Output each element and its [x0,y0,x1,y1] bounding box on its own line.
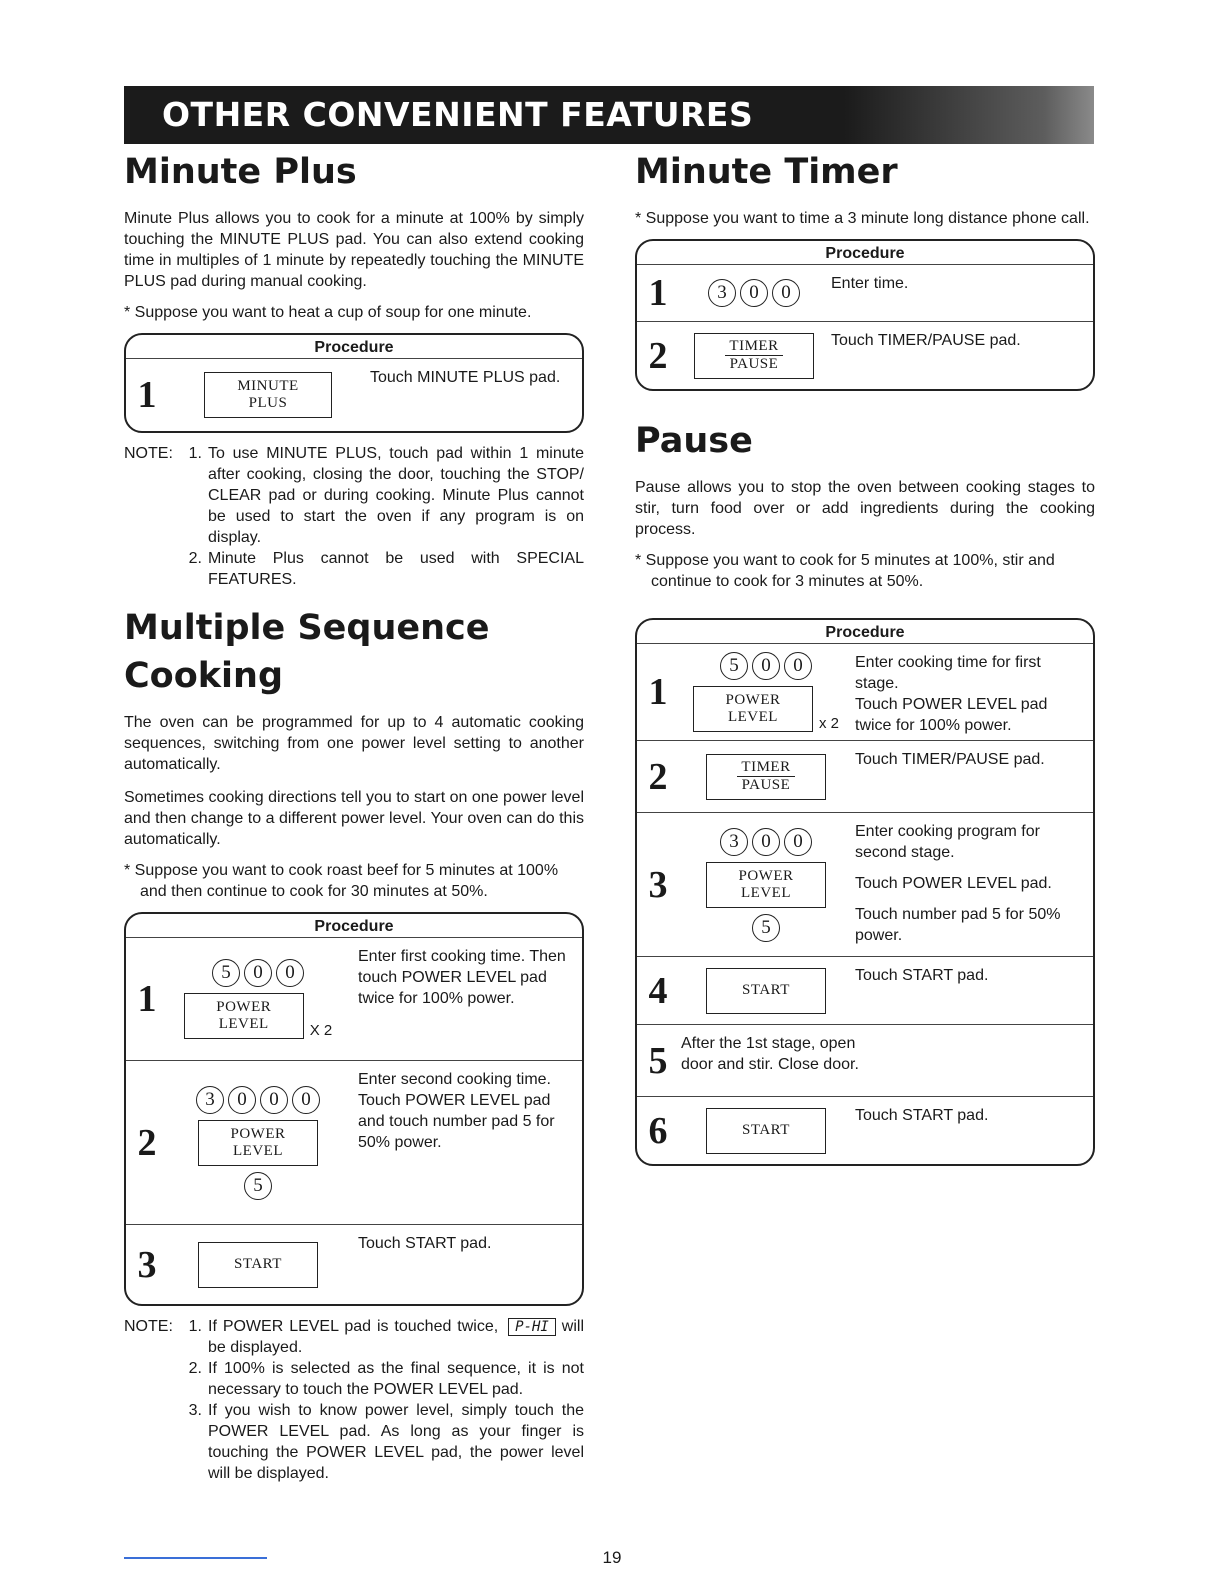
note-item [186,1400,584,1484]
display-readout: P-HI [508,1318,556,1336]
step-description-part: Touch number pad 5 for 50% power. [855,906,1061,944]
pause-intro: Pause allows you to stop the oven between cooking stages to stir, turn food over or add ingredients during the cooking process. [635,479,1095,538]
procedure-step [126,1060,582,1224]
step-keys [679,813,853,956]
step-description: Touch START pad. [855,1107,989,1124]
note-item-text: To use MINUTE PLUS, touch pad within 1 minute after cooking, closing the door, touching the STOP/ CLEAR pad or during cooking. Minute Plus cannot be used to start the oven if any program is on display. [208,445,584,546]
multiple-sequence-note [124,1316,584,1484]
step-description [853,813,1093,956]
pause-procedure [635,618,1095,1166]
pad-label-line1: POWER [725,692,781,708]
pad-label-line1: TIMER [725,338,782,356]
section-banner [124,86,1094,144]
power-level-pad [706,862,826,908]
note-list [186,443,584,590]
pause-title: Pause [635,421,753,461]
digit-keys [212,959,304,987]
minute-plus-intro: Minute Plus allows you to cook for a minute at 100% by simply touching the MINUTE PLUS pad. You can also extend cooking time in multiples of 1 minute by repeatedly touching the MINUTE PLUS pad during manual cooking. [124,210,584,290]
step-number: 5 [648,1039,668,1082]
step-description [853,644,1093,740]
note-item-number: 1. [188,445,202,462]
banner-title: OTHER CONVENIENT FEATURES [162,95,754,134]
timer-pause-pad [706,754,826,800]
digit-0-icon: 0 [752,828,780,856]
power-level-pad [198,1120,318,1166]
digit-0-icon: 0 [260,1086,288,1114]
step-number: 1 [648,671,668,713]
multiple-sequence-intro-1: The oven can be programmed for up to 4 automatic cooking sequences, switching from one power level setting to another automatically. [124,714,584,773]
step-description: Enter time. [831,275,909,292]
step-keys [679,265,829,321]
step-description-part: Touch POWER LEVEL pad. [855,875,1052,892]
step-number: 2 [137,1121,157,1164]
minute-timer-procedure [635,239,1095,391]
procedure-header: Procedure [126,914,582,938]
note-item-text [208,1316,584,1358]
note-label: NOTE: [124,445,173,462]
step-description-part: Enter cooking program for second stage. [855,823,1040,861]
pad-label-line2: PAUSE [741,777,791,793]
step-description-part: Enter cooking time for first stage. [855,654,1041,692]
minute-plus-procedure [124,333,584,433]
procedure-step [637,1096,1093,1164]
note-item-text: If 100% is selected as the final sequence, it is not necessary to touch the POWER LEVEL pad. [208,1360,584,1398]
step-description: Touch START pad. [855,967,989,984]
page-number: 19 [602,1548,622,1567]
digit-0-icon: 0 [740,279,768,307]
step-keys [679,741,853,812]
note-item [186,548,584,590]
multiple-sequence-procedure [124,912,584,1306]
timer-pause-pad [694,333,814,379]
digit-5-icon: 5 [720,652,748,680]
note-item [186,1358,584,1400]
step-number: 2 [648,334,668,377]
pad-label-line1: TIMER [737,759,794,777]
step-keys [168,1061,348,1224]
pad-label-line1: MINUTE [237,378,299,394]
step-keys [168,1225,348,1304]
multiple-sequence-intro-2: Sometimes cooking directions tell you to start on one power level and then change to a different power level. Your oven can do this automatically. [124,789,584,848]
pad-label: START [742,982,790,998]
procedure-step [637,812,1093,956]
step-keys [679,957,853,1024]
step-keys [168,938,348,1060]
note-item-text-part: If POWER LEVEL pad is touched twice, [208,1318,499,1335]
step-number: 1 [648,272,668,314]
minute-plus-pad [204,372,332,418]
step-description: Enter second cooking time. Touch POWER LEVEL pad and touch number pad 5 for 50% power. [358,1071,555,1151]
pad-label-line1: POWER [738,867,794,884]
step-description: After the 1st stage, open door and stir. Close door. [681,1035,859,1073]
step-number: 3 [137,1243,157,1286]
digit-0-icon: 0 [292,1086,320,1114]
step-description: Enter first cooking time. Then touch POWER LEVEL pad twice for 100% power. [358,948,566,1007]
digit-0-icon: 0 [228,1086,256,1114]
digit-0-icon: 0 [752,652,780,680]
digit-0-icon: 0 [784,828,812,856]
procedure-step [126,938,582,1060]
pad-label-line2: LEVEL [233,1142,283,1159]
procedure-step [637,1024,1093,1096]
digit-keys [720,652,812,680]
pad-label-line1: POWER [216,999,272,1015]
note-item-number: 1. [188,1318,202,1335]
digit-keys [720,828,812,856]
pad-label-line2: PLUS [248,395,288,411]
step-keys [679,322,829,389]
step-keys [679,644,853,740]
note-item-text: If you wish to know power level, simply touch the POWER LEVEL pad. As long as your finger is touching the POWER LEVEL pad, the power level will be displayed. [208,1402,584,1482]
banner-gradient [844,86,1094,144]
step-description: Touch TIMER/PAUSE pad. [831,332,1021,349]
procedure-header: Procedure [126,335,582,359]
note-list [186,1316,584,1484]
digit-0-icon: 0 [784,652,812,680]
step-number: 2 [648,755,668,798]
step-description: Touch MINUTE PLUS pad. [370,369,561,386]
note-item [186,443,584,548]
power-level-pad [184,993,304,1039]
pad-label: START [234,1256,282,1272]
note-label: NOTE: [124,1318,173,1335]
procedure-step [126,1224,582,1304]
times-indicator: x 2 [818,715,839,732]
procedure-step [126,359,582,431]
note-item-text: Minute Plus cannot be used with SPECIAL FEATURES. [208,550,584,588]
multiple-sequence-example: * Suppose you want to cook roast beef for 5 minutes at 100% and then continue to cook for 30 minutes at 50%. [124,862,559,900]
note-item [186,1316,584,1358]
minute-plus-note [124,443,584,590]
pad-label-line2: LEVEL [727,709,778,725]
times-indicator: X 2 [309,1022,333,1039]
procedure-step [637,644,1093,740]
step-number: 6 [648,1109,668,1152]
step-keys [168,359,368,431]
digit-keys [708,279,800,307]
start-pad [706,968,826,1014]
start-pad [706,1108,826,1154]
start-pad [198,1242,318,1288]
digit-0-icon: 0 [772,279,800,307]
digit-0-icon: 0 [276,959,304,987]
note-item-number: 2. [188,1360,202,1377]
power-level-pad [693,686,813,732]
multiple-sequence-title: Multiple Sequence Cooking [124,608,490,696]
pad-label-line2: LEVEL [741,884,791,901]
minute-plus-title: Minute Plus [124,152,357,192]
step-number: 3 [648,863,668,906]
digit-3-icon: 3 [196,1086,224,1114]
note-item-text-part: will be displayed. [208,1318,585,1356]
right-column [635,148,1095,1166]
step-description: Touch TIMER/PAUSE pad. [855,751,1045,768]
minute-timer-example: * Suppose you want to time a 3 minute long distance phone call. [635,210,1090,227]
minute-plus-example: * Suppose you want to heat a cup of soup for one minute. [124,304,532,321]
procedure-step [637,321,1093,389]
digit-0-icon: 0 [244,959,272,987]
pad-label: START [742,1122,790,1138]
digit-3-icon: 3 [708,279,736,307]
step-description-part: Touch POWER LEVEL pad twice for 100% power. [855,696,1048,734]
minute-timer-title: Minute Timer [635,152,898,192]
digit-3-icon: 3 [720,828,748,856]
pad-row [184,993,333,1039]
note-item-number: 3. [188,1402,202,1419]
pad-label-line2: LEVEL [218,1016,269,1032]
left-column [124,148,584,1484]
note-item-number: 2. [188,550,202,567]
pause-example: * Suppose you want to cook for 5 minutes at 100%, stir and continue to cook for 3 minutes at 50%. [635,552,1055,590]
pad-label-line1: POWER [230,1125,286,1142]
procedure-step [637,740,1093,812]
digit-5-icon: 5 [752,914,780,942]
procedure-header: Procedure [637,241,1093,265]
footer-rule [124,1557,267,1559]
step-description: Touch START pad. [358,1235,492,1252]
procedure-header: Procedure [637,620,1093,644]
step-number: 4 [648,969,668,1012]
procedure-step [637,265,1093,321]
step-keys [679,1097,853,1164]
step-number: 1 [137,374,157,416]
digit-5-icon: 5 [212,959,240,987]
pad-label-line2: PAUSE [729,356,779,372]
step-number: 1 [137,978,157,1020]
procedure-step [637,956,1093,1024]
digit-5-icon: 5 [244,1172,272,1200]
pad-row [693,686,839,732]
digit-keys [196,1086,320,1114]
